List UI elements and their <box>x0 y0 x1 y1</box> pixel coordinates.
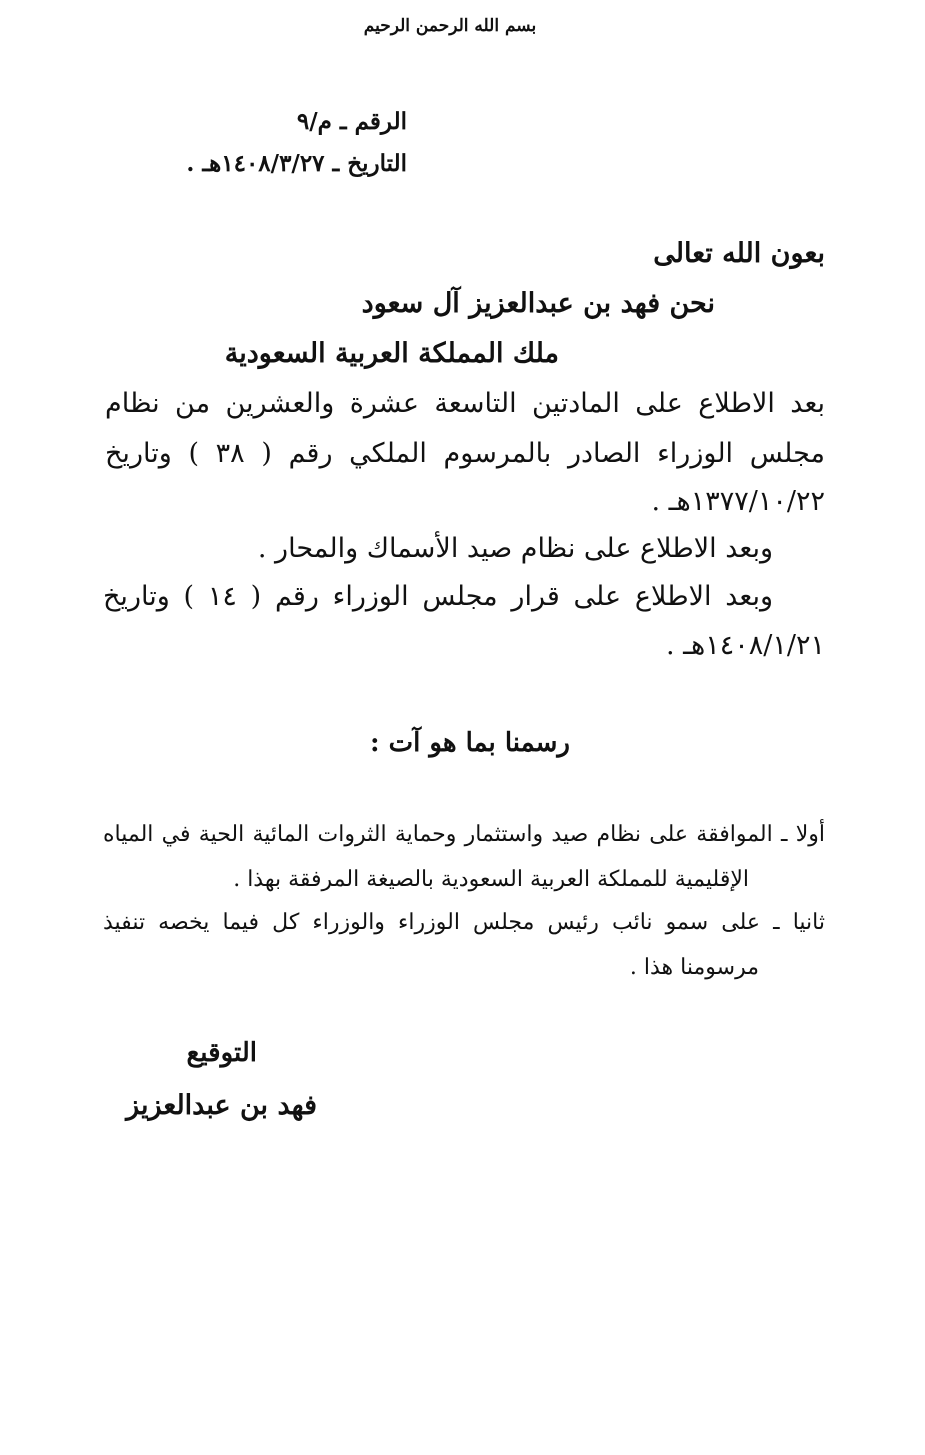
issuer-name: نحن فهد بن عبدالعزيز آل سعود <box>361 288 715 319</box>
issuer-title: ملك المملكة العربية السعودية <box>224 338 559 369</box>
article-first-line-1: أولا ـ الموافقة على نظام صيد واستثمار وحماية الثروات المائية الحية في المياه <box>103 822 825 847</box>
signatory-name: فهد بن عبدالعزيز <box>126 1090 317 1121</box>
page-bottom-margin <box>0 1325 925 1455</box>
preamble-paragraph-1-line-1: بعد الاطلاع على المادتين التاسعة عشرة والعشرين من نظام <box>105 388 825 419</box>
reference-number: الرقم ـ م/٩ <box>296 108 407 135</box>
invocation: بعون الله تعالى <box>653 238 825 269</box>
article-second-line-1: ثانيا ـ على سمو نائب رئيس مجلس الوزراء والوزراء كل فيما يخصه تنفيذ <box>103 910 825 935</box>
preamble-paragraph-2: وبعد الاطلاع على نظام صيد الأسماك والمحار . <box>257 533 773 564</box>
article-second-line-2: مرسومنا هذا . <box>629 955 759 980</box>
decree-heading: رسمنا بما هو آت : <box>370 728 570 758</box>
preamble-paragraph-1-line-2: مجلس الوزراء الصادر بالمرسوم الملكي رقم ( ٣٨ ) وتاريخ <box>105 438 825 469</box>
preamble-paragraph-1-line-3: ١٣٧٧/١٠/٢٢هـ . <box>651 486 825 517</box>
preamble-paragraph-3-line-1: وبعد الاطلاع على قرار مجلس الوزراء رقم ( ١٤ ) وتاريخ <box>103 581 773 612</box>
signature-label: التوقيع <box>186 1038 257 1068</box>
basmala: بسم الله الرحمن الرحيم <box>363 16 537 36</box>
article-first-line-2: الإقليمية للمملكة العربية السعودية بالصيغة المرفقة بهذا . <box>233 867 749 892</box>
reference-date: التاريخ ـ ١٤٠٨/٣/٢٧هـ . <box>186 150 407 177</box>
preamble-paragraph-3-line-2: ١٤٠٨/١/٢١هـ . <box>665 630 825 661</box>
